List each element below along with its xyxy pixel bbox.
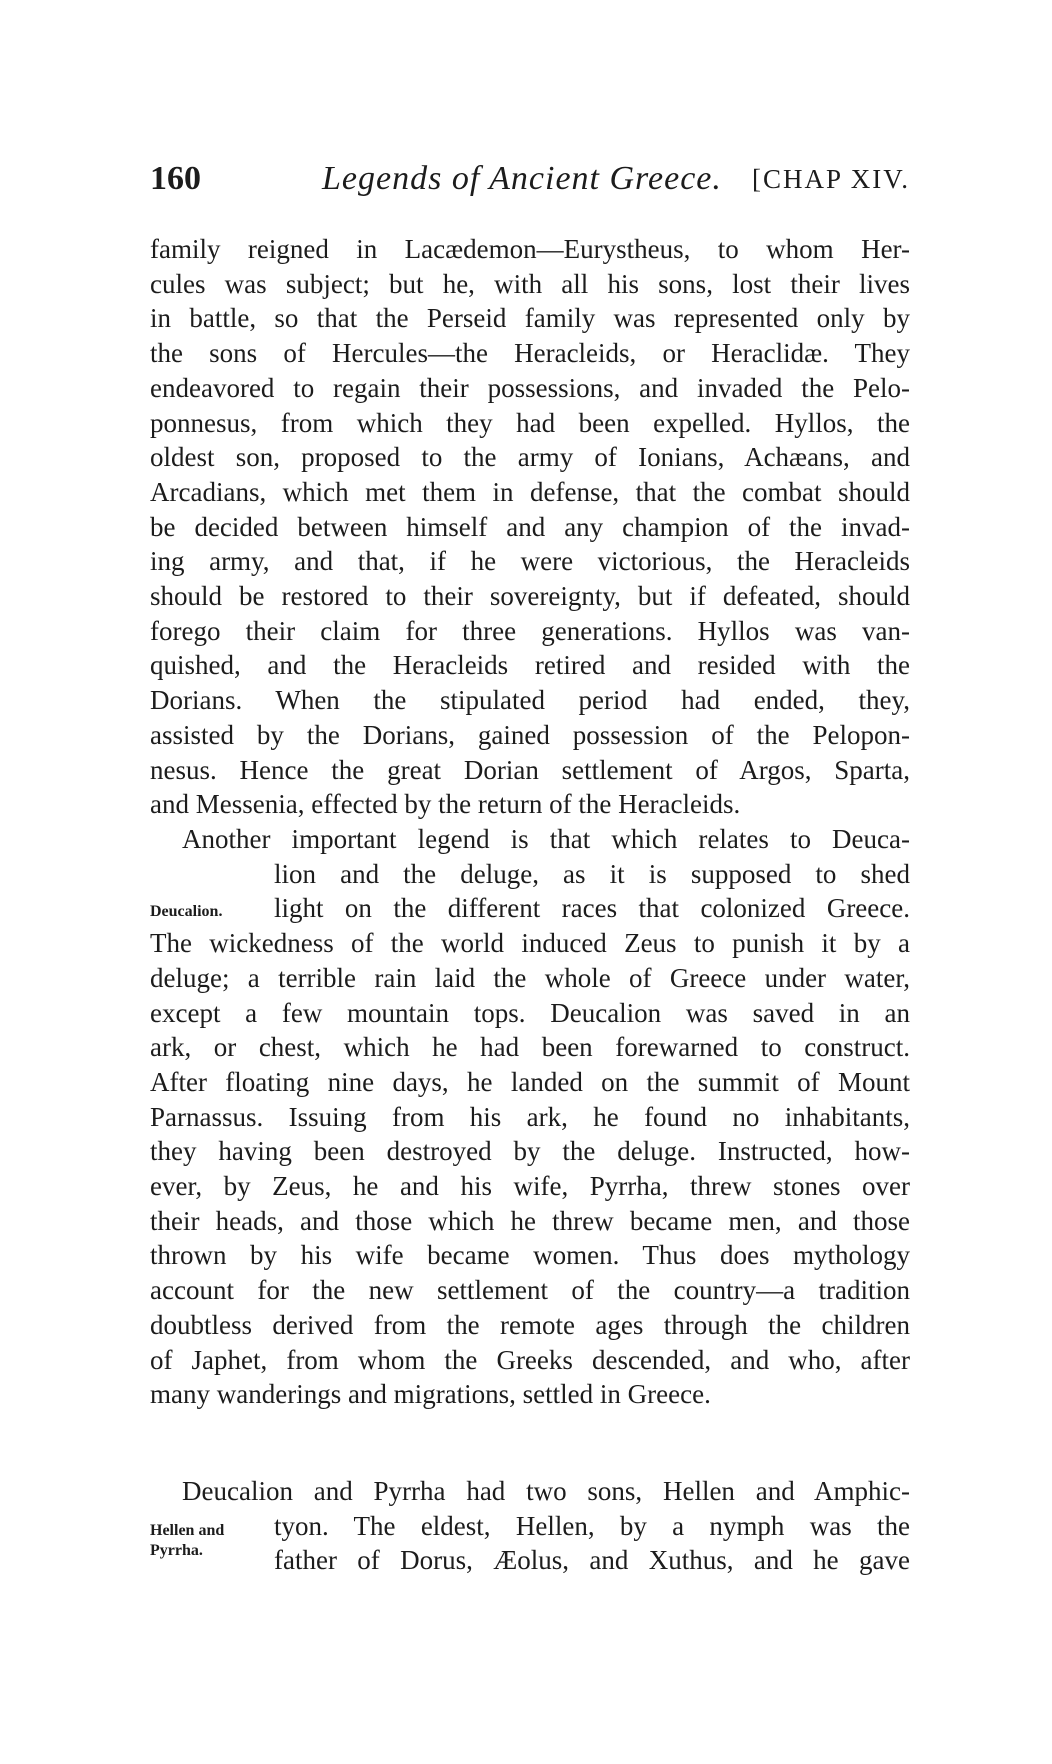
text-line: Dorians. When the stipulated period had ended, they, <box>150 685 910 716</box>
text-line: be decided between himself and any champion of the invad- <box>150 511 910 542</box>
text-line: they having been destroyed by the deluge. Instructed, how- <box>150 1136 910 1167</box>
text-line: assisted by the Dorians, gained possession of the Pelopon- <box>150 719 910 750</box>
text-line: endeavored to regain their possessions, and invaded the Pelo- <box>150 372 910 403</box>
paragraph-deucalion <box>150 822 910 1412</box>
text-line: ing army, and that, if he were victorious, the Heracleids <box>150 546 910 577</box>
text-line: light on the different races that colonized Greece. <box>274 893 910 924</box>
text-line: ark, or chest, which he had been forewarned to construct. <box>150 1032 910 1063</box>
paragraph-heracleids <box>150 232 910 822</box>
text-line: many wanderings and migrations, settled in Greece. <box>150 1379 711 1410</box>
text-line: except a few mountain tops. Deucalion was saved in an <box>150 997 910 1028</box>
text-line: should be restored to their sovereignty, but if defeated, should <box>150 581 910 612</box>
text-line: family reigned in Lacædemon—Eurystheus, to whom Her- <box>150 234 910 264</box>
text-line: doubtless derived from the remote ages through the children <box>150 1309 910 1340</box>
text-line: thrown by his wife became women. Thus does mythology <box>150 1240 910 1271</box>
text-line: of Japhet, from whom the Greeks descended, and who, after <box>150 1344 910 1375</box>
running-title: Legends of Ancient Greece. <box>322 160 722 197</box>
text-line: Parnassus. Issuing from his ark, he found no inhabitants, <box>150 1101 910 1132</box>
text-line: the sons of Hercules—the Heracleids, or Heraclidæ. They <box>150 338 910 369</box>
text-line: and Messenia, effected by the return of the Heracleids. <box>150 789 741 820</box>
text-line: tyon. The eldest, Hellen, by a nymph was the <box>274 1510 910 1541</box>
text-line: ponnesus, from which they had been expelled. Hyllos, the <box>150 407 910 438</box>
text-line: their heads, and those which he threw became men, and those <box>150 1205 910 1236</box>
text-line: cules was subject; but he, with all his sons, lost their lives <box>150 268 910 299</box>
running-header <box>150 160 910 208</box>
text-line: ever, by Zeus, he and his wife, Pyrrha, threw stones over <box>150 1171 910 1202</box>
paragraph-hellen <box>150 1474 910 1578</box>
text-line: Another important legend is that which relates to Deuca- <box>182 824 910 854</box>
text-line: forego their claim for three generations. Hyllos was van- <box>150 615 910 646</box>
text-line: quished, and the Heracleids retired and resided with the <box>150 650 910 681</box>
text-line: deluge; a terrible rain laid the whole of Greece under water, <box>150 962 910 993</box>
text-line: Deucalion and Pyrrha had two sons, Hellen and Amphic- <box>182 1476 910 1506</box>
text-line: in battle, so that the Perseid family was represented only by <box>150 303 910 334</box>
margin-note-hellen-and-pyrrha: Hellen and Pyrrha. <box>150 1522 225 1559</box>
page-number: 160 <box>150 160 201 197</box>
text-line: The wickedness of the world induced Zeus to punish it by a <box>150 928 910 959</box>
text-line: After floating nine days, he landed on the summit of Mount <box>150 1066 910 1097</box>
text-line: nesus. Hence the great Dorian settlement of Argos, Sparta, <box>150 754 910 785</box>
margin-note-deucalion: Deucalion. <box>150 903 223 920</box>
text-line: lion and the deluge, as it is supposed to shed <box>274 858 910 889</box>
text-line: oldest son, proposed to the army of Ionians, Achæans, and <box>150 442 910 473</box>
chapter-label: [CHAP XIV. <box>751 164 910 194</box>
text-line: account for the new settlement of the country—a tradition <box>150 1275 910 1306</box>
text-line: father of Dorus, Æolus, and Xuthus, and he gave <box>274 1545 910 1576</box>
text-line: Arcadians, which met them in defense, that the combat should <box>150 476 910 507</box>
